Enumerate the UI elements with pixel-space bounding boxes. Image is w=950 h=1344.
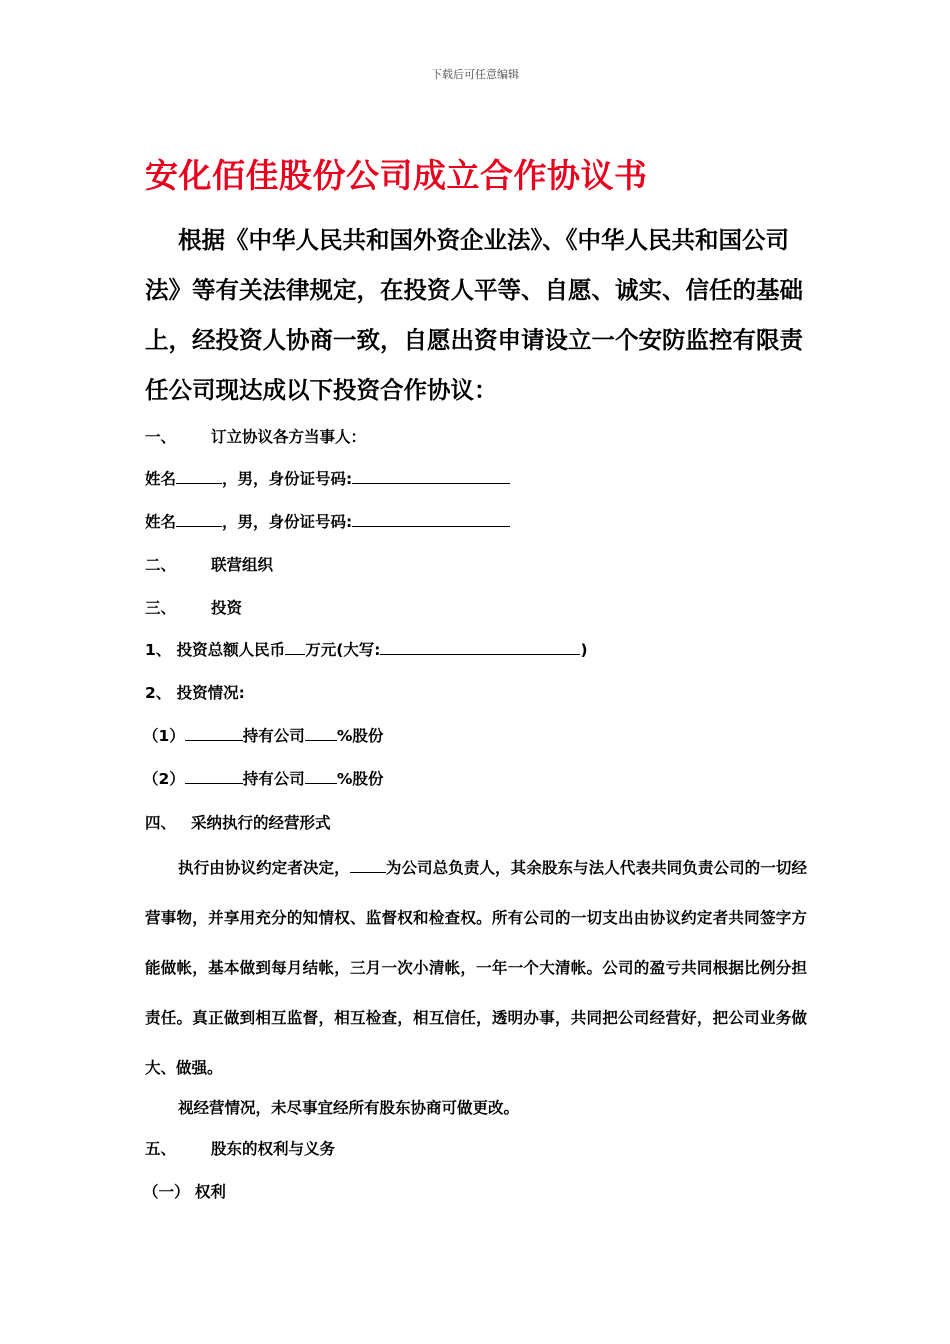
party-1-id-label: ，男，身份证号码: <box>222 470 353 488</box>
party-2-line <box>145 510 510 532</box>
section-4-paragraph <box>145 843 807 1093</box>
investment-status-line: 2、 投资情况: <box>145 684 245 702</box>
section-4-heading <box>145 811 331 833</box>
share-2-percent-blank[interactable] <box>305 769 337 784</box>
section-1-number: 一、 <box>145 428 177 446</box>
section-1-heading <box>145 425 366 447</box>
section-2-heading <box>145 553 273 575</box>
share-1-holder-blank[interactable] <box>185 726 243 741</box>
party-2-name-blank[interactable] <box>176 512 222 527</box>
share-1-percent-label: %股份 <box>336 727 384 745</box>
party-1-name-blank[interactable] <box>176 469 222 484</box>
section-4-para-rest: 为公司总负责人，其余股东与法人代表共同负责公司的一切经营事物，并享用充分的知情权、监督权和检查权。所有公司的一切支出由协议约定者共同签字方能做帐，基本做到每月结帐，三月一次小清帐，一年一个大清帐。公司的盈亏共同根据比例分担责任。真正做到相互监督，相互检查，相互信任，透明办事，共同把公司经营好，把公司业务做大、做强。 <box>145 859 807 1077</box>
section-5-title: 股东的权利与义务 <box>211 1140 336 1158</box>
party-1-name-label: 姓名 <box>145 470 177 488</box>
intro-text: 根据《中华人民共和国外资企业法》、《中华人民共和国公司法》等有关法律规定，在投资人平等、自愿、诚实、信任的基础上，经投资人协商一致，自愿出资申请设立一个安防监控有限责任公司现达成以下投资合作协议： <box>145 226 803 404</box>
party-1-line <box>145 467 510 489</box>
investment-total-label: 1、 投资总额人民币 <box>145 641 286 659</box>
share-1-percent-blank[interactable] <box>305 726 337 741</box>
investment-amount-blank[interactable] <box>285 640 305 655</box>
share-line-1 <box>143 724 383 746</box>
header-note: 下载后可任意编辑 <box>431 68 519 81</box>
party-2-id-blank[interactable] <box>352 512 510 527</box>
share-2-holder-blank[interactable] <box>185 769 243 784</box>
share-2-percent-label: %股份 <box>336 770 384 788</box>
section-5-subheading: （一） 权利 <box>143 1183 226 1201</box>
section-3-title: 投资 <box>211 599 243 617</box>
share-2-index: （2） <box>143 770 185 788</box>
investment-total-line <box>145 638 588 660</box>
section-3-heading <box>145 596 242 618</box>
section-3-number: 三、 <box>145 599 177 617</box>
investment-uppercase-blank[interactable] <box>380 640 580 655</box>
section-5-heading <box>145 1137 335 1159</box>
section-4-note: 视经营情况，未尽事宜经所有股东协商可做更改。 <box>178 1099 520 1117</box>
section-1-title: 订立协议各方当事人： <box>211 428 367 446</box>
manager-blank[interactable] <box>350 858 386 873</box>
intro-paragraph <box>145 215 807 415</box>
share-1-index: （1） <box>143 727 185 745</box>
document-title: 安化佰佳股份公司成立合作协议书 <box>145 156 648 195</box>
section-4-number: 四、 <box>145 814 177 832</box>
share-line-2 <box>143 767 383 789</box>
party-2-name-label: 姓名 <box>145 513 177 531</box>
share-2-label: 持有公司 <box>242 770 305 788</box>
section-2-number: 二、 <box>145 556 177 574</box>
section-2-title: 联营组织 <box>211 556 274 574</box>
section-4-title: 采纳执行的经营形式 <box>191 814 331 832</box>
investment-uppercase-label: 万元(大写: <box>305 641 381 659</box>
section-4-para-start: 执行由协议约定者决定， <box>178 859 350 877</box>
closing-paren: ) <box>580 641 588 659</box>
share-1-label: 持有公司 <box>242 727 305 745</box>
party-2-id-label: ，男，身份证号码: <box>222 513 353 531</box>
party-1-id-blank[interactable] <box>352 469 510 484</box>
section-5-number: 五、 <box>145 1140 177 1158</box>
